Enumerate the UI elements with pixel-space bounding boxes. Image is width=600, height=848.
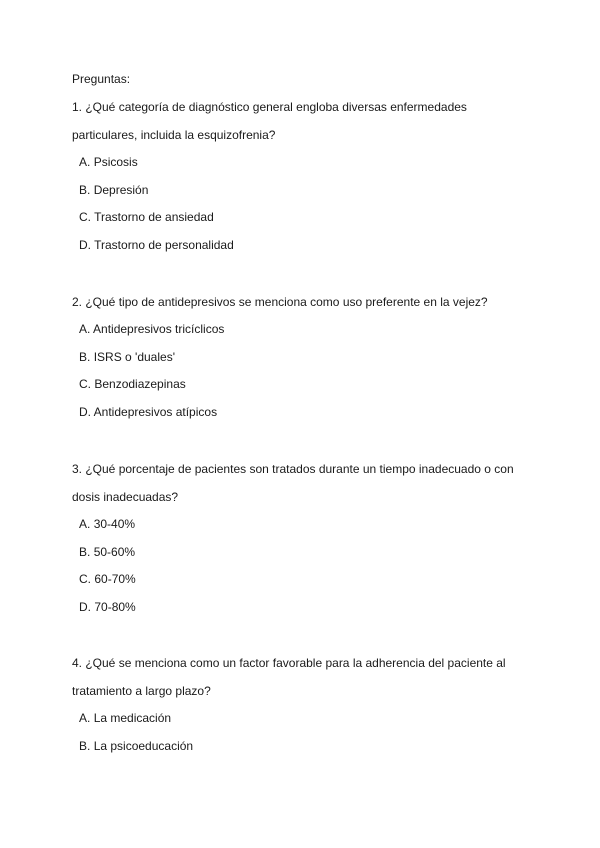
options-list (72, 316, 532, 427)
options-list (72, 511, 532, 622)
question-text: 4. ¿Qué se menciona como un factor favorable para la adherencia del paciente al tratamiento a largo plazo? (72, 656, 506, 698)
option-letter: D. (79, 405, 91, 420)
option-c (72, 204, 532, 232)
option-letter: C. (79, 377, 91, 392)
question-1 (72, 93, 532, 260)
option-letter: A. (79, 517, 91, 531)
option-text: 70-80% (94, 600, 136, 615)
option-text: Depresión (93, 182, 149, 197)
option-b (72, 177, 532, 205)
option-b (72, 539, 532, 567)
option-letter: A. (79, 155, 91, 169)
option-text: 30-40% (93, 517, 136, 531)
option-text: La psicoeducación (93, 738, 194, 753)
question-3 (72, 455, 532, 622)
option-text: Benzodiazepinas (94, 377, 186, 392)
option-text: Psicosis (93, 155, 138, 169)
option-a (72, 316, 532, 344)
option-letter: A. (79, 322, 91, 336)
option-text: 60-70% (94, 572, 136, 587)
option-letter: A. (79, 711, 91, 725)
options-list (72, 149, 532, 260)
option-b (72, 344, 532, 372)
option-letter: C. (79, 572, 91, 587)
option-c (72, 566, 532, 594)
option-text: Antidepresivos tricíclicos (93, 322, 225, 336)
question-text: 1. ¿Qué categoría de diagnóstico general engloba diversas enfermedades particulares, incluida la esquizofrenia? (72, 100, 467, 142)
question-text: 2. ¿Qué tipo de antidepresivos se menciona como uso preferente en la vejez? (72, 295, 488, 309)
option-letter: B. (79, 544, 91, 559)
option-text: 50-60% (93, 544, 136, 559)
question-text: 3. ¿Qué porcentaje de pacientes son tratados durante un tiempo inadecuado o con dosis inadecuadas? (72, 462, 514, 504)
option-text: ISRS o 'duales' (93, 349, 175, 364)
option-text: Trastorno de personalidad (94, 238, 234, 253)
option-letter: D. (79, 600, 91, 615)
option-text: Antidepresivos atípicos (93, 405, 218, 420)
option-text: Trastorno de ansiedad (94, 210, 214, 225)
option-letter: B. (79, 182, 91, 197)
question-2 (72, 288, 532, 427)
option-d (72, 399, 532, 427)
option-letter: B. (79, 738, 91, 753)
option-d (72, 594, 532, 622)
option-c (72, 371, 532, 399)
option-d (72, 232, 532, 260)
option-a (72, 511, 532, 539)
option-b (72, 733, 532, 761)
option-a (72, 149, 532, 177)
option-letter: B. (79, 349, 91, 364)
options-list (72, 705, 532, 760)
option-letter: D. (79, 238, 91, 253)
option-text: La medicación (93, 711, 172, 725)
option-letter: C. (79, 210, 91, 225)
page-heading: Preguntas: (72, 72, 131, 86)
question-4 (72, 649, 532, 760)
option-a (72, 705, 532, 733)
